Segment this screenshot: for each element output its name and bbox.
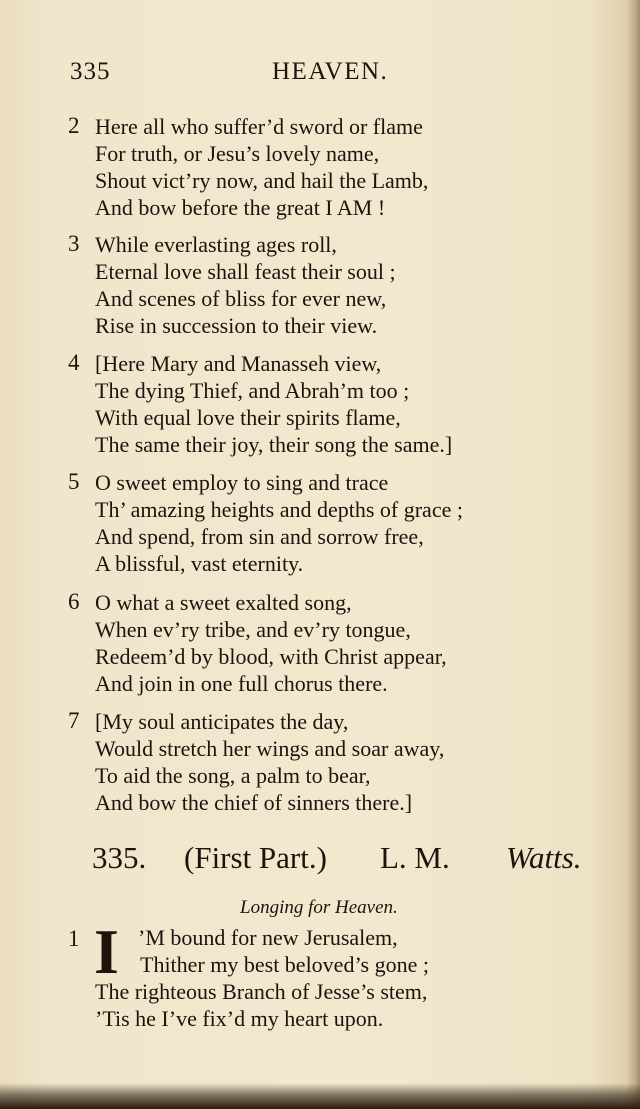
verse-line: With equal love their spirits flame, <box>95 405 401 430</box>
verse-line: Rise in succession to their view. <box>95 313 378 338</box>
hymn-part: (First Part.) <box>184 840 327 875</box>
page-bottom-shadow <box>0 1083 640 1109</box>
verse-line: Eternal love shall feast their soul ; <box>95 259 396 284</box>
verse-line: Th’ amazing heights and depths of grace ; <box>95 497 463 522</box>
verse-line: And bow before the great I AM ! <box>95 195 386 220</box>
verse-line: Shout vict’ry now, and hail the Lamb, <box>95 168 429 193</box>
hymn-heading <box>92 840 592 880</box>
verse-line: The dying Thief, and Abrah’m too ; <box>95 378 410 403</box>
verse-line: And spend, from sin and sorrow free, <box>95 524 424 549</box>
verse-line: Redeem’d by blood, with Christ appear, <box>95 644 447 669</box>
running-title: HEAVEN. <box>272 58 389 85</box>
stanza-number: 2 <box>68 113 80 138</box>
stanza-number: 5 <box>68 469 80 494</box>
hymn-subtitle: Longing for Heaven. <box>240 897 398 918</box>
verse-line: For truth, or Jesu’s lovely name, <box>95 141 380 166</box>
verse-line: Thither my best beloved’s gone ; <box>140 952 429 977</box>
drop-cap: I <box>94 916 119 987</box>
verse-line: ’Tis he I’ve fix’d my heart upon. <box>95 1006 384 1031</box>
verse-line: The same their joy, their song the same.] <box>95 432 453 457</box>
stanza-number: 4 <box>68 350 80 375</box>
verse-line: To aid the song, a palm to bear, <box>95 763 371 788</box>
page-number: 335 <box>70 58 111 85</box>
verse-line: When ev’ry tribe, and ev’ry tongue, <box>95 617 411 642</box>
stanza-number: 1 <box>68 926 80 951</box>
verse-line: And join in one full chorus there. <box>95 671 388 696</box>
hymn-author: Watts. <box>506 840 582 875</box>
hymn-meter: L. M. <box>380 840 450 875</box>
verse-line: [My soul anticipates the day, <box>95 709 349 734</box>
verse-line: Here all who suffer’d sword or flame <box>95 114 423 139</box>
verse-line: Would stretch her wings and soar away, <box>95 736 445 761</box>
verse-line: O what a sweet exalted song, <box>95 590 352 615</box>
verse-line: A blissful, vast eternity. <box>95 551 304 576</box>
verse-line: The righteous Branch of Jesse’s stem, <box>95 979 428 1004</box>
verse-line: [Here Mary and Manasseh view, <box>95 351 382 376</box>
page-header <box>70 58 610 92</box>
stanza-number: 3 <box>68 231 80 256</box>
stanza-number: 7 <box>68 708 80 733</box>
verse-line: And bow the chief of sinners there.] <box>95 790 413 815</box>
verse-line: ’M bound for new Jerusalem, <box>138 925 398 950</box>
hymn-number: 335. <box>92 840 147 875</box>
verse-line: O sweet employ to sing and trace <box>95 470 389 495</box>
verse-line: While everlasting ages roll, <box>95 232 337 257</box>
verse-line: And scenes of bliss for ever new, <box>95 286 387 311</box>
page-edge-shadow <box>626 0 640 1109</box>
stanza-number: 6 <box>68 589 80 614</box>
